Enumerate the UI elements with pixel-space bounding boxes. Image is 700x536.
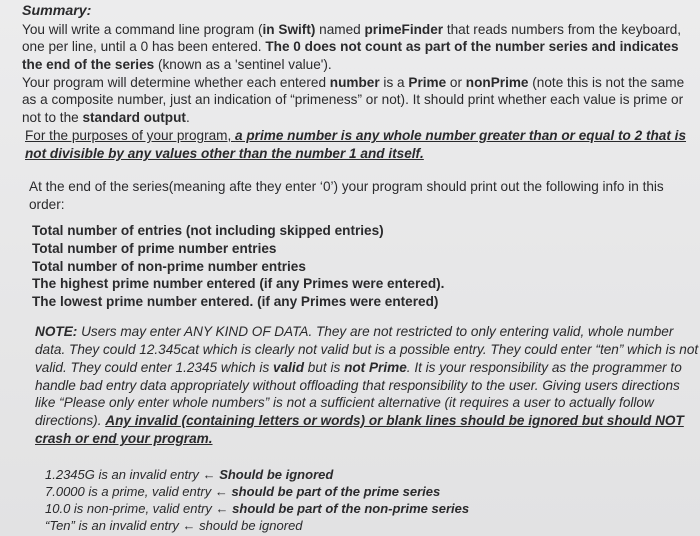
program-name: primeFinder	[364, 22, 444, 37]
text: directions).	[35, 413, 106, 428]
example-result: should be ignored	[199, 518, 303, 533]
note-line-2	[35, 341, 698, 358]
summary-line-8	[25, 145, 424, 162]
text-bold: in Swift)	[262, 22, 320, 37]
end-info-intro-1: At the end of the series(meaning afte they enter ‘0’) your program should print out the following info in this	[29, 179, 664, 194]
text: named	[319, 22, 365, 37]
text: . It is your responsibility as the programmer to	[406, 360, 682, 375]
note-line-7	[35, 430, 213, 447]
left-arrow-icon: ←	[202, 467, 216, 482]
text: but is	[304, 360, 345, 375]
example-entry: “Ten” is an invalid entry	[45, 518, 179, 533]
example-result: should be part of the prime series	[231, 484, 441, 499]
text: that reads numbers from the keyboard,	[443, 22, 682, 37]
text: data. They could 12.345cat which is clearly not valid but is a possible entry. They could enter “ten” which is not	[35, 342, 699, 357]
prime-definition-end: not divisible by any values other than the number 1 and itself.	[25, 146, 424, 161]
summary-line-7	[25, 127, 686, 144]
text-bold: the end of the series	[22, 57, 155, 72]
text: like “Please only enter whole numbers” is not a sufficient alternative (it requires a user to actually follow	[35, 395, 654, 410]
text: valid. They could enter 1.2345 which is	[35, 360, 274, 375]
end-info-item: Total number of entries (not including skipped entries)	[32, 223, 384, 238]
text: You will write a command line program (	[22, 22, 263, 37]
prime-definition: a prime number is any whole number greater than or equal to 2 that is	[235, 128, 687, 143]
note-line-1	[35, 323, 673, 340]
end-info-item: Total number of prime number entries	[32, 241, 277, 256]
text: Your program will determine whether each entered	[22, 75, 330, 90]
example-entry: 1.2345G is an invalid entry	[45, 467, 199, 482]
text-underlined: For the purposes of your program,	[25, 128, 236, 143]
text: is a	[379, 75, 409, 90]
text: (known as a 'sentinel value').	[154, 57, 332, 72]
text-bold: not Prime	[344, 360, 407, 375]
end-info-item: Total number of non-prime number entries	[32, 259, 306, 274]
summary-line-2	[22, 38, 679, 55]
summary-line-4	[22, 74, 684, 91]
invalid-entry-rule: Any invalid (containing letters or words) or blank lines should be ignored but should NOT	[105, 413, 684, 428]
text: Users may enter ANY KIND OF DATA. They are not restricted to only entering valid, whole number	[77, 324, 674, 339]
summary-line-5: as a composite number, just an indication of “primeness” or not). It should print whether each value is prime or	[22, 92, 684, 107]
text: (note this is not the same	[528, 75, 685, 90]
note-line-4	[35, 377, 680, 394]
example-line	[45, 466, 333, 483]
end-info-item: The lowest prime number entered. (if any Primes were entered)	[32, 294, 439, 309]
example-result: Should be ignored	[219, 467, 334, 482]
left-arrow-icon: ←	[182, 518, 196, 533]
text: .	[185, 110, 190, 125]
example-result: should be part of the non-prime series	[232, 501, 470, 516]
example-entry: 7.0000 is a prime, valid entry	[45, 484, 212, 499]
left-arrow-icon: ←	[215, 501, 229, 516]
note-line-3	[35, 359, 682, 376]
summary-line-3	[22, 56, 332, 73]
note-line-6	[35, 412, 684, 429]
example-line	[45, 483, 440, 500]
summary-line-1	[22, 21, 681, 38]
note-label: NOTE:	[35, 324, 78, 339]
text-bold: valid	[273, 360, 305, 375]
text: or	[446, 75, 466, 90]
text-bold: Prime	[408, 75, 447, 90]
summary-heading: Summary:	[22, 3, 92, 19]
note-line-5	[35, 394, 654, 411]
example-entry: 10.0 is non-prime, valid entry	[45, 501, 212, 516]
invalid-entry-rule-end: crash or end your program.	[35, 431, 213, 446]
text-bold: standard output	[82, 110, 186, 125]
text: handle bad entry data appropriately without offloading that responsibility to the user. Giving users directions	[35, 378, 680, 393]
end-info-item: The highest prime number entered (if any Primes were entered).	[32, 276, 445, 291]
text-bold: nonPrime	[465, 75, 529, 90]
summary-line-6	[22, 109, 190, 126]
example-line	[45, 517, 303, 534]
example-line	[45, 500, 469, 517]
end-info-intro-2: order:	[29, 197, 65, 212]
text-bold: The 0 does not count as part of the number series and indicates	[261, 39, 679, 54]
left-arrow-icon: ←	[214, 484, 228, 499]
text-bold: number	[329, 75, 380, 90]
text: one per line, until a 0 has been entered.	[22, 39, 262, 54]
text: not to the	[22, 110, 83, 125]
